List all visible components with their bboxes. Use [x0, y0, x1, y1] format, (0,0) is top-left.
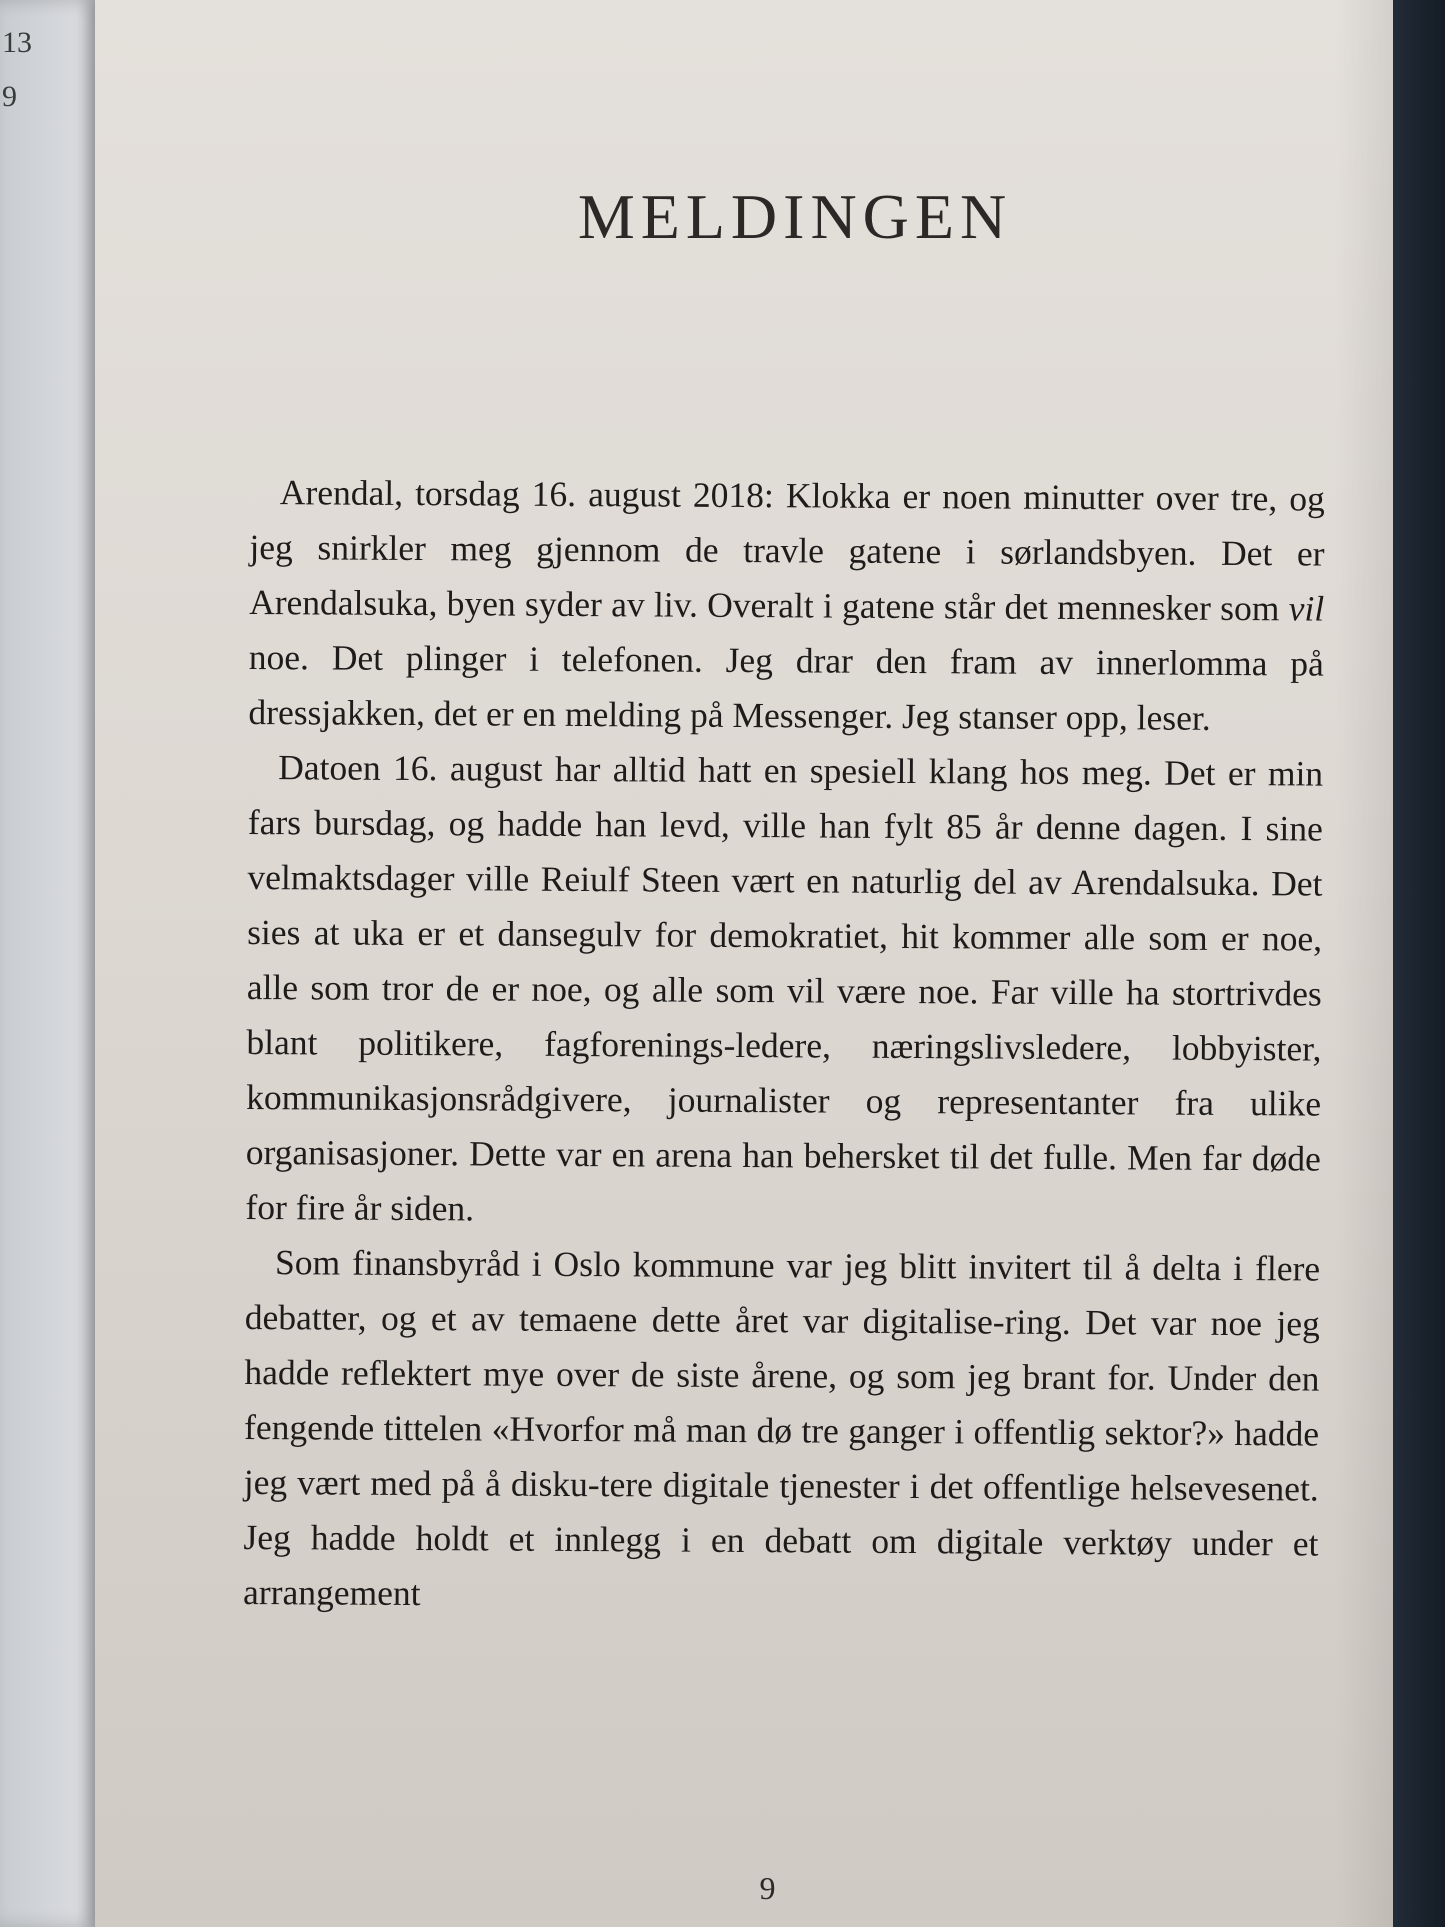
- paragraph-1: [248, 465, 1325, 747]
- paragraph-3: Som finansbyråd i Oslo kommune var jeg blitt invitert til å delta i flere debatter, og et av temaene dette året var digitalise-ring. Det var noe jeg hadde reflektert mye over de siste årene, og som jeg brant for. Under den fengende tittelen «Hvorfor må man dø tre ganger i offentlig sektor?» hadde jeg vært med på å disku-tere digitale tjenester i det offentlige helsevesenet. Jeg hadde holdt et innlegg i en debatt om digitale verktøy under et arrangement: [242, 1242, 1321, 1614]
- previous-page-line-number: 13: [2, 26, 32, 59]
- emphasis-word: vil: [1288, 588, 1325, 629]
- background-edge: [1393, 0, 1445, 1927]
- previous-page-edge: [0, 0, 110, 1927]
- book-page: [95, 0, 1395, 1927]
- body-text: [243, 465, 1325, 1627]
- paragraph-1-end: noe. Det plinger i telefonen. Jeg drar den fram av innerlomma på dressjakken, det er en melding på Messenger. Jeg stanser opp, leser.: [248, 636, 1324, 738]
- paragraph-2: Datoen 16. august har alltid hatt en spesiell klang hos meg. Det er min fars bursdag, og hadde han levd, ville han fylt 85 år denne dagen. I sine velmaktsdager ville Reiulf Steen vært en naturlig del av Arendalsuka. Det sies at uka er et dansegulv for demokratiet, hit kommer alle som er noe, alle som tror de er noe, og alle som vil være noe. Far ville ha stortrivdes blant politikere, fagforenings-ledere, næringslivsledere, lobbyister, kommunikasjonsrådgivere, journalister og representanter fra ulike organisasjoner. Dette var en arena han behersket til det fulle. Men far døde for fire år siden.: [245, 747, 1324, 1229]
- chapter-title: MELDINGEN: [577, 181, 1013, 252]
- previous-page-line-number: 9: [2, 80, 17, 113]
- page-number: 9: [759, 1870, 776, 1906]
- paragraph-1-start: Arendal, torsdag 16. august 2018: Klokka er noen minutter over tre, og jeg snirkler meg gjennom de travle gatene i sørlandsbyen. Det er Arendalsuka, byen syder av liv. Overalt i gatene står det mennesker som: [249, 472, 1325, 629]
